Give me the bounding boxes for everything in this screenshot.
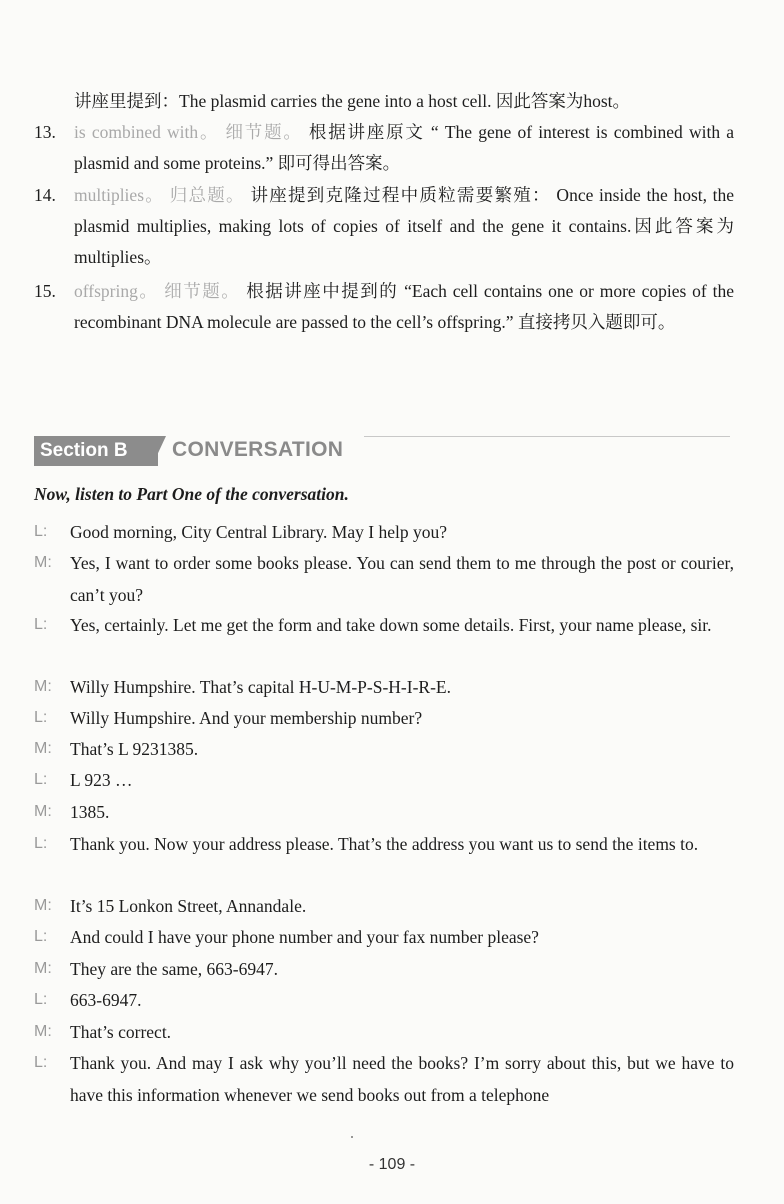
dialog-line — [34, 796, 734, 828]
speaker-label: M: — [34, 803, 52, 820]
dialog-text: It’s 15 Lonkon Street, Annandale. — [70, 896, 307, 916]
dialog-text: 663-6947. — [70, 990, 142, 1010]
dialog-line — [34, 609, 734, 641]
part-intro: Now, listen to Part One of the conversation. — [34, 484, 349, 504]
question-type: 细节题。 — [225, 122, 303, 142]
dialog-line — [34, 702, 734, 734]
speaker-label: M: — [34, 740, 52, 757]
speaker-label: M: — [34, 897, 52, 914]
answer-number: 15. — [34, 281, 56, 301]
section-divider — [364, 436, 730, 437]
speaker-label: M: — [34, 678, 52, 695]
question-type: 归总题。 — [169, 185, 245, 205]
answer-key: offspring。 — [74, 281, 159, 301]
section-title: CONVERSATION — [172, 438, 344, 461]
dialog-text: Yes, I want to order some books please. You can send them to me through the post or courier, can’t you? — [70, 553, 734, 605]
dialog-line — [34, 733, 734, 765]
dialog-text: 1385. — [70, 802, 110, 822]
dialog-text: That’s correct. — [70, 1022, 172, 1042]
dialog-text: Thank you. Now your address please. That’s the address you want us to send the items to. — [70, 834, 699, 854]
dialog-line — [34, 953, 734, 985]
section-tag-slant — [152, 436, 166, 466]
dialog-line — [34, 1016, 734, 1048]
answer-explanation: 讲座提到克隆过程中质粒需要繁殖： Once inside the host, the plasmid multiplies, making lots of copies of itself and the gene it contains.因此答案为multiplies。 — [74, 185, 735, 267]
speaker-label: L: — [34, 991, 48, 1008]
speaker-label: L: — [34, 835, 48, 852]
dialog-text: Yes, certainly. Let me get the form and take down some details. First, your name please, sir. — [70, 615, 712, 635]
dialog-text: L 923 … — [70, 770, 133, 790]
speaker-label: L: — [34, 709, 48, 726]
dialog-text: Good morning, City Central Library. May I help you? — [70, 522, 447, 542]
dialog-line — [34, 984, 734, 1016]
answer-key: multiplies。 — [74, 185, 165, 205]
answer-key: is combined with。 — [74, 122, 220, 142]
speaker-label: M: — [34, 1023, 52, 1040]
dialog-text: And could I have your phone number and your fax number please? — [70, 927, 539, 947]
speaker-label: L: — [34, 771, 48, 788]
speaker-label: L: — [34, 928, 48, 945]
answer-number: 14. — [34, 185, 56, 205]
dialog-line — [34, 764, 734, 796]
dialog-text: They are the same, 663-6947. — [70, 959, 278, 979]
answer-number: 13. — [34, 122, 56, 142]
answer-item-13 — [34, 117, 734, 179]
speaker-label: L: — [34, 1054, 48, 1071]
dialog-text: That’s L 9231385. — [70, 739, 199, 759]
page-number: - 109 - — [368, 1156, 416, 1173]
dialog-text: Thank you. And may I ask why you’ll need the books? I’m sorry about this, but we have to have this information whenever we send books out from a telephone — [70, 1053, 734, 1105]
speaker-label: L: — [34, 523, 48, 540]
section-tag: Section B — [34, 436, 158, 466]
dialog-line — [34, 516, 734, 548]
dialog-line — [34, 547, 734, 611]
dialog-line — [34, 671, 734, 703]
answer-12-continuation: 讲座里提到：The plasmid carries the gene into a host cell. 因此答案为host。 — [74, 91, 631, 111]
dialog-line — [34, 921, 734, 953]
dialog-line — [34, 890, 734, 922]
dialog-line — [34, 1047, 734, 1111]
footer-dot — [351, 1136, 353, 1138]
answer-item-15 — [34, 276, 734, 338]
answer-explanation: 根据讲座中提到的 “Each cell contains one or more copies of the recombinant DNA molecule are passed to the cell’s offspring.” 直接拷贝入题即可。 — [74, 281, 735, 332]
speaker-label: M: — [34, 960, 52, 977]
answer-explanation: 根据讲座原文 “ The gene of interest is combined with a plasmid and some proteins.” 即可得出答案。 — [74, 122, 735, 173]
dialog-line — [34, 828, 734, 860]
answer-item-14 — [34, 180, 734, 273]
speaker-label: L: — [34, 616, 48, 633]
dialog-text: Willy Humpshire. And your membership number? — [70, 708, 423, 728]
speaker-label: M: — [34, 554, 52, 571]
dialog-text: Willy Humpshire. That’s capital H-U-M-P-S-H-I-R-E. — [70, 677, 451, 697]
question-type: 细节题。 — [164, 281, 241, 301]
section-header — [34, 434, 730, 468]
